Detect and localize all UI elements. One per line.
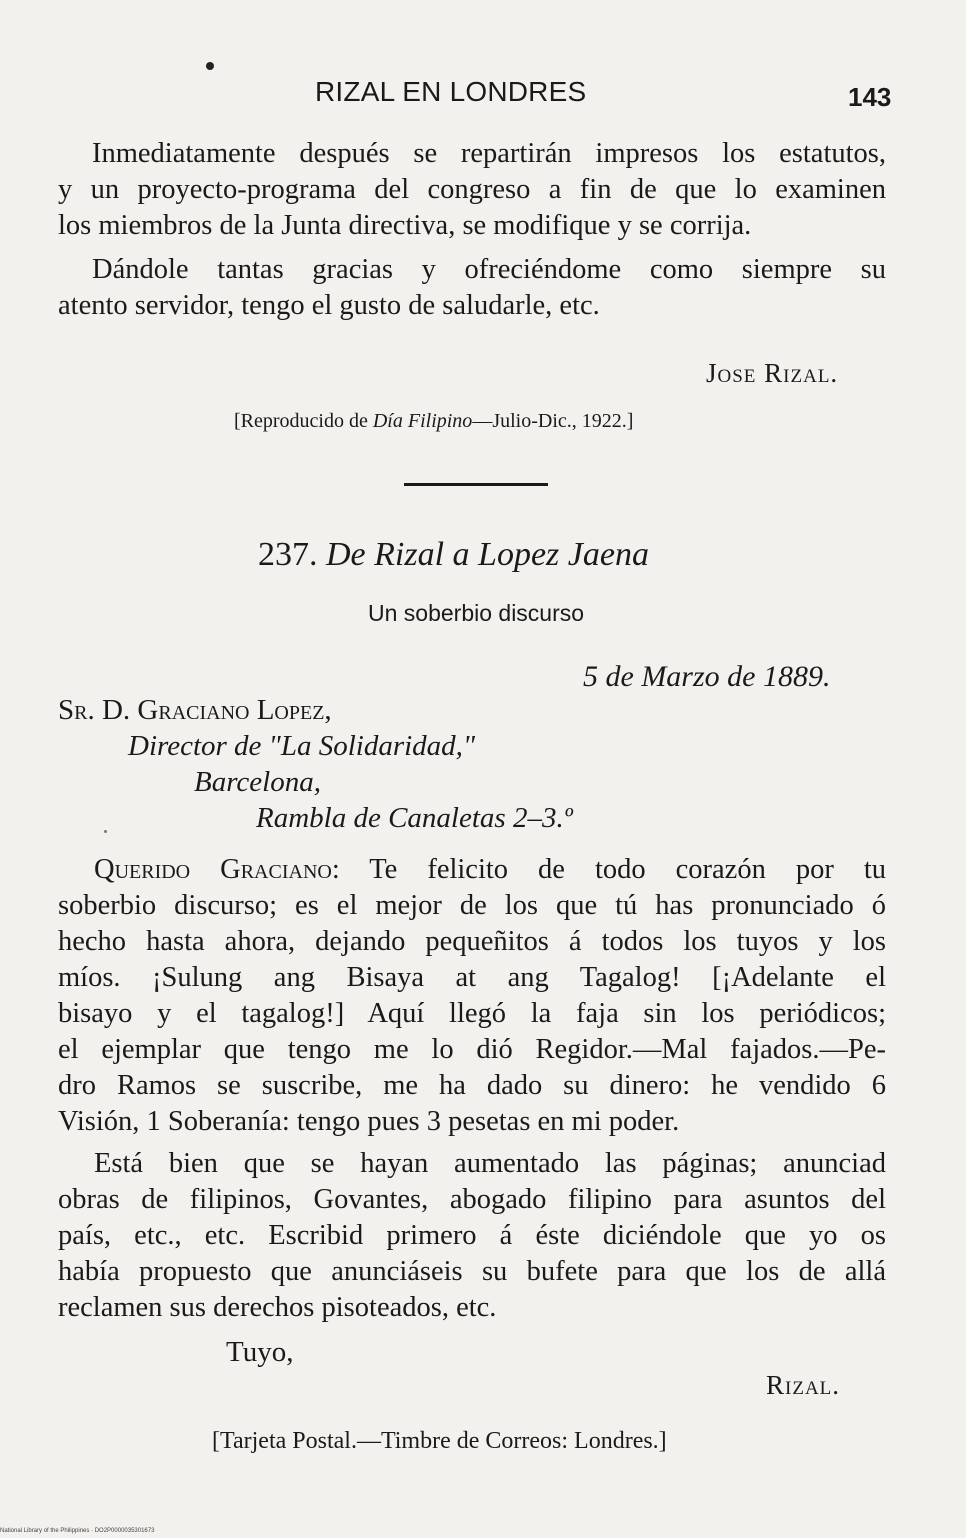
text-line: soberbio discurso; es el mejor de los que tú has pronunciado ó [58, 890, 886, 921]
paragraph [58, 1146, 886, 1326]
text-span: : Te felicito de todo corazón por tu [331, 854, 886, 885]
closing: Tuyo, [226, 1336, 294, 1368]
text-line: reclamen sus derechos pisoteados, etc. [58, 1292, 497, 1323]
salutation: Querido Graciano [94, 854, 332, 885]
text-line: los miembros de la Junta directiva, se modifique y se corrija. [58, 210, 752, 241]
signature: Rizal. [766, 1370, 841, 1400]
text-line: obras de filipinos, Govantes, abogado filipino para asuntos del [58, 1184, 886, 1215]
postcard-note: [Tarjeta Postal.—Timbre de Correos: Londres.] [212, 1428, 667, 1454]
letter-title: De Rizal a Lopez Jaena [326, 536, 649, 573]
citation-title: Día Filipino [372, 410, 473, 432]
recipient-street: Rambla de Canaletas 2–3.º [256, 802, 573, 834]
citation-suffix: —Julio-Dic., 1922.] [472, 410, 634, 432]
signature: Jose Rizal. [706, 358, 839, 388]
text-line: Visión, 1 Soberanía: tengo pues 3 pesetas en mi poder. [58, 1106, 680, 1137]
letter-number: 237. [258, 536, 318, 573]
citation-prefix: [Reproducido de [234, 410, 373, 432]
ink-speck [104, 830, 107, 833]
text-line: Dándole tantas gracias y ofreciéndome como siempre su [92, 254, 886, 285]
paragraph [58, 252, 886, 324]
letter-subtitle: Un soberbio discurso [368, 600, 585, 626]
ink-dot [206, 62, 214, 70]
text-line: dro Ramos se suscribe, me ha dado su dinero: he vendido 6 [58, 1070, 886, 1101]
text-line: Inmediatamente después se repartirán impresos los estatutos, [92, 138, 886, 169]
page-number: 143 [848, 82, 892, 112]
text-line: había propuesto que anunciáseis su bufete para que los de allá [58, 1256, 886, 1287]
text-line: hecho hasta ahora, dejando pequeñitos á todos los tuyos y los [58, 926, 886, 957]
text-line: atento servidor, tengo el gusto de saludarle, etc. [58, 290, 600, 321]
recipient-city: Barcelona, [194, 766, 321, 798]
text-line: y un proyecto-programa del congreso a fin de que lo examinen [58, 174, 886, 205]
recipient-title: Director de "La Solidaridad," [128, 730, 476, 762]
text-line [58, 852, 886, 888]
recipient: Sr. D. Graciano Lopez, [58, 694, 332, 726]
text-line: el ejemplar que tengo me lo dió Regidor.—Mal fajados.—Pe- [58, 1034, 886, 1065]
text-line: bisayo y el tagalog!] Aquí llegó la faja sin los periódicos; [58, 998, 886, 1029]
paragraph [58, 136, 886, 244]
letter-heading [258, 536, 649, 574]
section-divider [404, 483, 548, 486]
scan-credit: National Library of the Philippines · DO2P0000035301673 [0, 1528, 155, 1534]
paragraph [58, 852, 886, 1140]
letter-date: 5 de Marzo de 1889. [583, 660, 831, 693]
text-line: país, etc., etc. Escribid primero á éste diciéndole que yo os [58, 1220, 886, 1251]
text-line: Está bien que se hayan aumentado las páginas; anunciad [94, 1148, 886, 1179]
source-citation [234, 410, 633, 433]
running-title: RIZAL EN LONDRES [315, 76, 587, 107]
text-line: míos. ¡Sulung ang Bisaya at ang Tagalog! [¡Adelante el [58, 962, 886, 993]
